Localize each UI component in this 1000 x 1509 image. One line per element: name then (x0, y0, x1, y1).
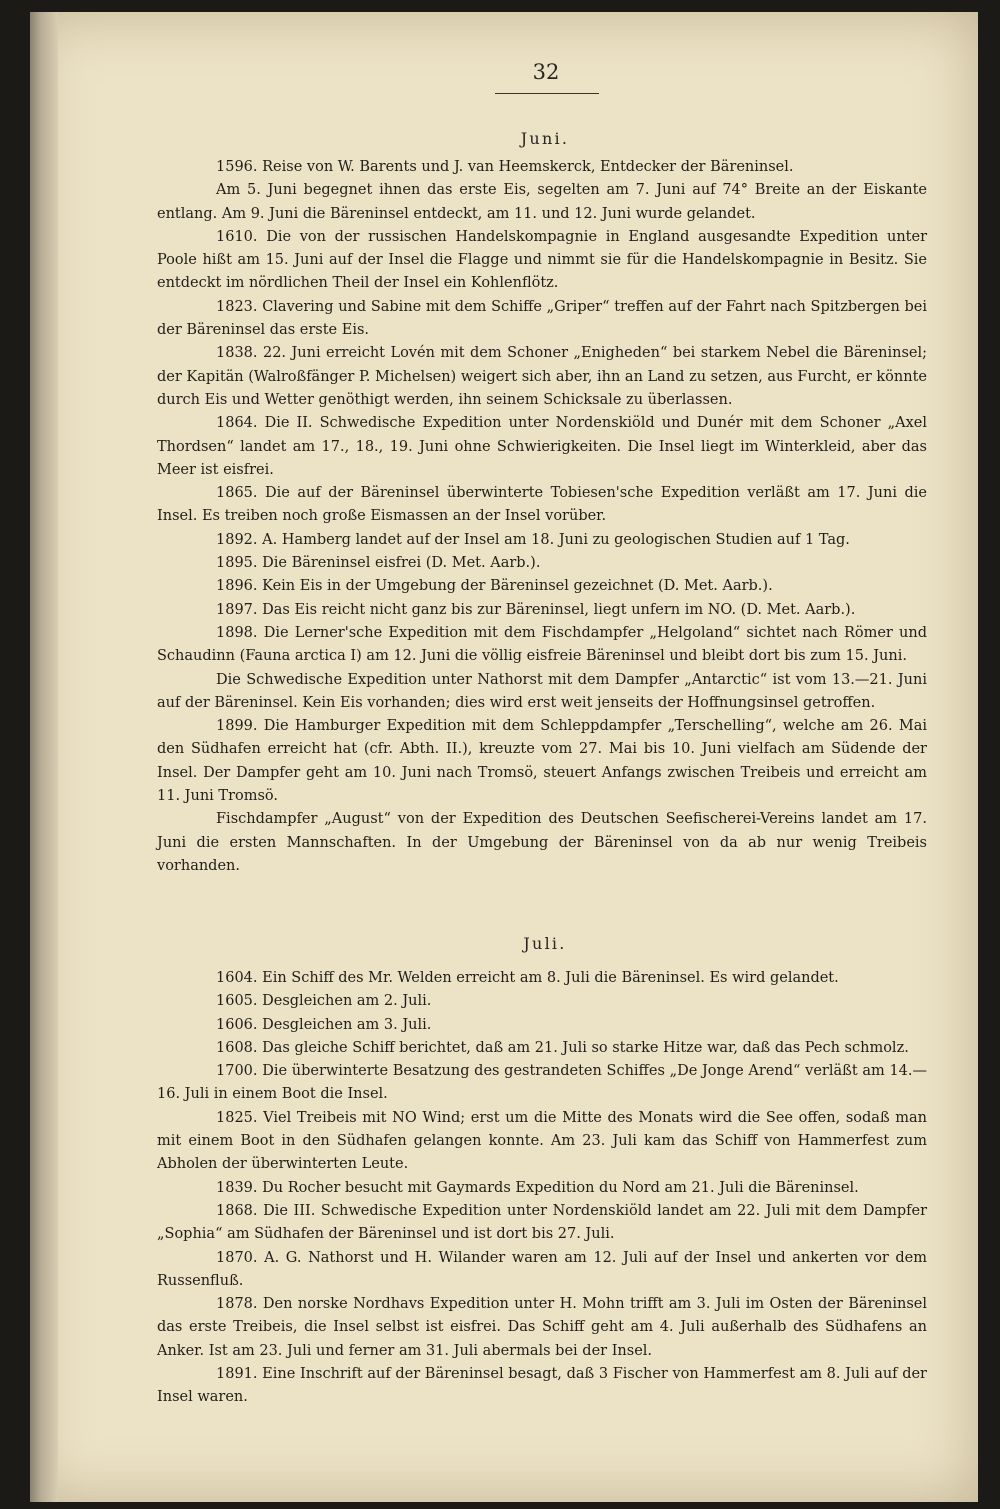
entry-year: 1899 . (216, 718, 264, 734)
entry-text: Reise von W. Barents und J. van Heemskerck, Entdecker der Bäreninsel. (262, 159, 794, 175)
chronicle-entry (157, 1177, 927, 1200)
entry-text: Die von der russischen Handelskompagnie in England ausgesandte Expedition unter Poole hißt am 15. Juni auf der Insel die Flagge und nimmt sie für die Handelskompagnie in Besitz. Sie entdeckt im nördlichen Theil der Insel ein Kohlenflötz. (157, 228, 927, 292)
entry-text: Eine Inschrift auf der Bäreninsel besagt, daß 3 Fischer von Hammerfest am 8. Juli auf der Insel waren. (157, 1366, 927, 1406)
entry-year: 1606 . (216, 1017, 262, 1033)
chronicle-entry (157, 990, 927, 1013)
entry-text: Kein Eis in der Umgebung der Bäreninsel gezeichnet (D. Met. Aarb.). (262, 578, 773, 595)
chronicle-entry (157, 1363, 927, 1410)
entry-text: A. Hamberg landet auf der Insel am 18. Juni zu geologischen Studien auf 1 Tag. (262, 531, 850, 548)
chronicle-entry (157, 156, 927, 179)
entry-year: 1878 . (216, 1296, 263, 1312)
chronicle-entry (157, 808, 927, 878)
entry-text: Viel Treibeis mit NO Wind; erst um die Mitte des Monats wird die See offen, sodaß man mit einem Boot in den Südhafen gelangen konnte. Am 23. Juli kam das Schiff von Hammerfest zum Abholen der überwinterten Leute. (157, 1109, 928, 1173)
entry-year: 1865 . (216, 485, 265, 501)
book-page (30, 12, 978, 1502)
entry-year: 1700 . (216, 1063, 262, 1079)
entry-text: Die überwinterte Besatzung des gestrandeten Schiffes „De Jonge Arend“ verläßt am 14.—16. Juli in einem Boot die Insel. (157, 1063, 927, 1103)
chronicle-entry (157, 179, 927, 226)
chronicle-entry (157, 1293, 927, 1363)
chronicle-entry (157, 226, 927, 296)
chronicle-entry (157, 1200, 927, 1247)
chronicle-entry (157, 669, 927, 716)
entry-text: Die Bäreninsel eisfrei (D. Met. Aarb.). (262, 555, 541, 572)
chronicle-entry (157, 1060, 927, 1107)
chronicle-entry (157, 575, 927, 598)
entry-text: Fischdampfer „August“ von der Expedition des Deutschen Seefischerei-Vereins landet am 17. Juni die ersten Mannschaften. In der Umgebung der Bäreninsel von da ab nur wenig Treibeis vorhanden. (157, 811, 927, 874)
june-entries (157, 156, 927, 878)
entry-text: Das gleiche Schiff berichtet, daß am 21. Juli so starke Hitze war, daß das Pech schmolz. (262, 1039, 909, 1056)
section-heading-june: Juni. (520, 129, 570, 148)
entry-text: Du Rocher besucht mit Gaymards Expedition du Nord am 21. Juli die Bäreninsel. (262, 1179, 859, 1196)
entry-year: 1892 . (216, 532, 262, 548)
entry-text: Die III. Schwedische Expedition unter Nordenskiöld landet am 22. Juli mit dem Dampfer „Sophia“ am Südhafen der Bäreninsel und ist dort bis 27. Juli. (157, 1202, 927, 1243)
chronicle-entry (157, 1247, 927, 1294)
chronicle-entry (157, 552, 927, 575)
entry-text: Die auf der Bäreninsel überwinterte Tobiesen'sche Expedition verläßt am 17. Juni die Insel. Es treiben noch große Eismassen an der Insel vorüber. (157, 485, 927, 525)
chronicle-entry (157, 967, 927, 990)
chronicle-entry (157, 412, 927, 482)
entry-year: 1891 . (216, 1366, 262, 1382)
entry-year: 1870 . (216, 1250, 264, 1266)
entry-text: A. G. Nathorst und H. Wilander waren am 12. Juli auf der Insel und ankerten vor dem Russenfluß. (157, 1249, 927, 1289)
entry-year: 1896 . (216, 578, 262, 594)
chronicle-entry (157, 1107, 927, 1177)
chronicle-entry (157, 296, 927, 343)
entry-year: 1605 . (216, 993, 262, 1009)
entry-text: Die Hamburger Expedition mit dem Schleppdampfer „Terschelling“, welche am 26. Mai den Südhafen erreicht hat (cfr. Abth. II.), kreuzte vom 27. Mai bis 10. Juni vielfach am Südende der Insel. Der Dampfer geht am 10. Juni nach Tromsö, steuert Anfangs zwischen Treibeis und erreicht am 11. Juni Tromsö. (157, 718, 927, 805)
chronicle-entry (157, 715, 927, 808)
entry-year: 1868 . (216, 1203, 263, 1219)
entry-text: 22. Juni erreicht Lovén mit dem Schoner „Enigheden“ bei starkem Nebel die Bäreninsel; der Kapitän (Walroßfänger P. Michelsen) weigert sich aber, ihn an Land zu setzen, aus Furcht, er könnte durch Eis und Wetter genöthigt werden, ihn seinem Schicksale zu überlassen. (157, 345, 928, 408)
entry-year: 1839 . (216, 1180, 262, 1196)
entry-year: 1864 . (216, 415, 265, 431)
entry-text: Das Eis reicht nicht ganz bis zur Bäreninsel, liegt unfern im NO. (D. Met. Aarb.). (262, 601, 856, 618)
chronicle-entry (157, 342, 927, 412)
entry-year: 1610 . (216, 229, 266, 245)
section-heading-july: Juli. (523, 934, 567, 953)
entry-text: Die Lerner'sche Expedition mit dem Fischdampfer „Helgoland“ sichtet nach Römer und Schaudinn (Fauna arctica I) am 12. Juni die völlig eisfreie Bäreninsel und bleibt dort bis zum 15. Juni. (157, 624, 927, 665)
entry-year: 1838 . (216, 345, 263, 361)
entry-year: 1898 . (216, 625, 264, 641)
page-number-rule (495, 93, 599, 94)
entry-year: 1895 . (216, 555, 262, 571)
entry-text: Clavering und Sabine mit dem Schiffe „Griper“ treffen auf der Fahrt nach Spitzbergen bei der Bäreninsel das erste Eis. (157, 298, 927, 339)
entry-year: 1897 . (216, 602, 262, 618)
chronicle-entry (157, 599, 927, 622)
entry-year: 1825 . (216, 1110, 263, 1126)
entry-text: Desgleichen am 3. Juli. (262, 1016, 432, 1033)
chronicle-entry (157, 622, 927, 669)
entry-year: 1823 . (216, 299, 262, 315)
entry-text: Desgleichen am 2. Juli. (262, 993, 432, 1010)
chronicle-entry (157, 1037, 927, 1060)
book-spine-shadow (30, 12, 58, 1502)
entry-year: 1604 . (216, 970, 262, 986)
entry-text: Die Schwedische Expedition unter Nathorst mit dem Dampfer „Antarctic“ ist vom 13.—21. Juni auf der Bäreninsel. Kein Eis vorhanden; dies wird erst weit jenseits der Hoffnungsinsel getroffen. (157, 671, 927, 711)
chronicle-entry (157, 482, 927, 529)
entry-text: Ein Schiff des Mr. Welden erreicht am 8. Juli die Bäreninsel. Es wird gelandet. (262, 970, 839, 986)
entry-text: Am 5. Juni begegnet ihnen das erste Eis, segelten am 7. Juni auf 74° Breite an der Eiskante entlang. Am 9. Juni die Bäreninsel entdeckt, am 11. und 12. Juni wurde gelandet. (157, 182, 927, 222)
july-entries (157, 967, 927, 1410)
page-number: 32 (532, 60, 560, 84)
chronicle-entry (157, 1014, 927, 1037)
entry-text: Den norske Nordhavs Expedition unter H. Mohn trifft am 3. Juli im Osten der Bäreninsel das erste Treibeis, die Insel selbst ist eisfrei. Das Schiff geht am 4. Juli außerhalb des Südhafens an Anker. Ist am 23. Juli und ferner am 31. Juli abermals bei der Insel. (157, 1296, 928, 1359)
entry-year: 1596 . (216, 159, 262, 175)
entry-year: 1608 . (216, 1040, 262, 1056)
chronicle-entry (157, 529, 927, 552)
entry-text: Die II. Schwedische Expedition unter Nordenskiöld und Dunér mit dem Schoner „Axel Thordsen“ landet am 17., 18., 19. Juni ohne Schwierigkeiten. Die Insel liegt im Winterkleid, aber das Meer ist eisfrei. (157, 415, 927, 478)
